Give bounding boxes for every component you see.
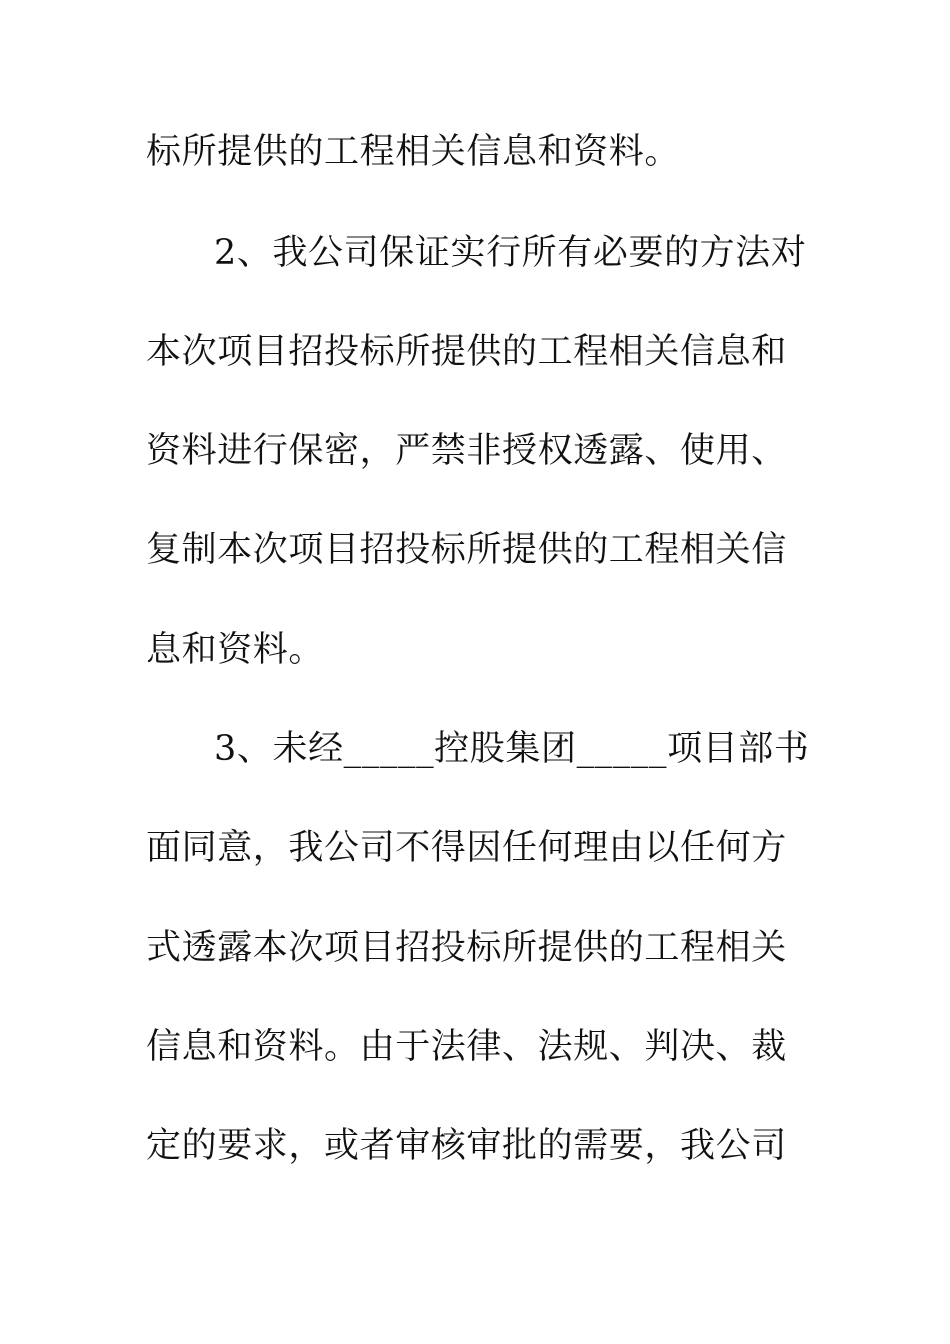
paragraph-3-line-4: 信息和资料。由于法律、法规、判决、裁 xyxy=(146,1027,787,1067)
paragraph-3-line-3: 式透露本次项目招投标所提供的工程相关 xyxy=(146,928,787,968)
paragraph-2-line-1: 2、我公司保证实行所有必要的方法对 xyxy=(214,233,807,273)
paragraph-1-line-end: 标所提供的工程相关信息和资料。 xyxy=(146,132,681,172)
paragraph-3-line-5: 定的要求，或者审核审批的需要，我公司 xyxy=(146,1126,787,1166)
paragraph-2-line-5: 息和资料。 xyxy=(146,630,325,670)
paragraph-3-line-2: 面同意，我公司不得因任何理由以任何方 xyxy=(146,828,787,868)
paragraph-2-line-4: 复制本次项目招投标所提供的工程相关信 xyxy=(146,530,787,570)
paragraph-2-line-3: 资料进行保密，严禁非授权透露、使用、 xyxy=(146,431,787,471)
paragraph-3-line-1: 3、未经_____控股集团_____项目部书 xyxy=(214,729,810,769)
paragraph-2-line-2: 本次项目招投标所提供的工程相关信息和 xyxy=(146,332,787,372)
